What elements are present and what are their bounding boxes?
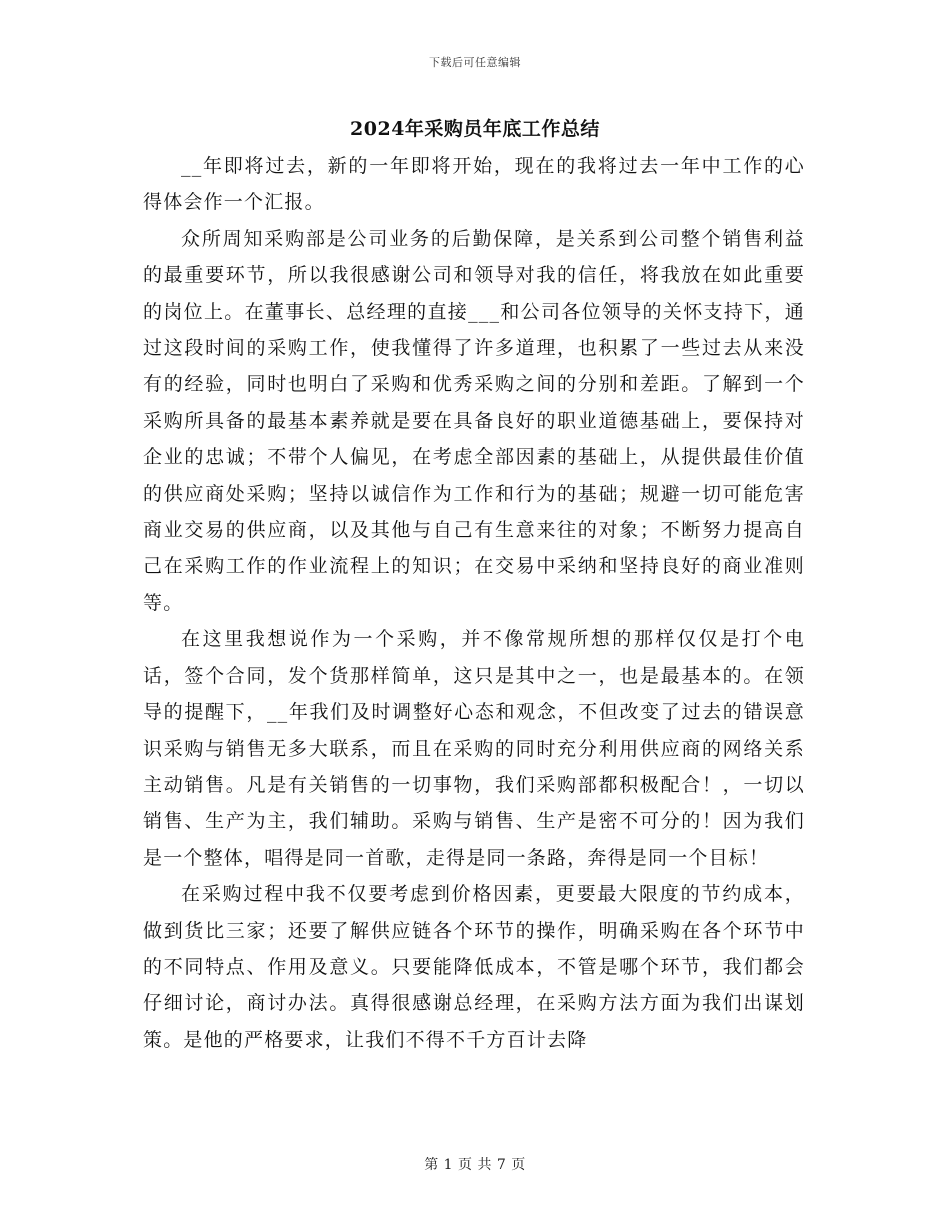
- paragraph-sales-cooperation: 在这里我想说作为一个采购，并不像常规所想的那样仅仅是打个电话，签个合同，发个货那样简单，这只是其中之一，也是最基本的。在领导的提醒下，__年我们及时调整好心态和观念，不但改变了过去的错误意识采购与销售无多大联系，而且在采购的同时充分利用供应商的网络关系主动销售。凡是有关销售的一切事物，我们采购部都积极配合！，一切以销售、生产为主，我们辅助。采购与销售、生产是密不可分的！因为我们是一个整体，唱得是同一首歌，走得是同一条路，奔得是同一个目标！: [143, 628, 805, 869]
- page-indicator: 第 1 页 共 7 页: [424, 1157, 526, 1173]
- paragraph-intro: __年即将过去，新的一年即将开始，现在的我将过去一年中工作的心得体会作一个汇报。: [143, 155, 805, 214]
- document-body: [143, 148, 805, 1058]
- paragraph-procurement-role: 众所周知采购部是公司业务的后勤保障，是关系到公司整个销售利益的最重要环节，所以我很感谢公司和领导对我的信任，将我放在如此重要的岗位上。在董事长、总经理的直接___和公司各位领导的关怀支持下，通过这段时间的采购工作，使我懂得了许多道理，也积累了一些过去从来没有的经验，同时也明白了采购和优秀采购之间的分别和差距。了解到一个采购所具备的最基本素养就是要在具备良好的职业道德基础上，要保持对企业的忠诚；不带个人偏见，在考虑全部因素的基础上，从提供最佳价值的供应商处采购；坚持以诚信作为工作和行为的基础；规避一切可能危害商业交易的供应商，以及其他与自己有生意来往的对象；不断努力提高自己在采购工作的作业流程上的知识；在交易中采纳和坚持良好的商业准则等。: [143, 227, 805, 614]
- header-note: 下载后可任意编辑: [429, 56, 521, 69]
- paragraph-cost-control: 在采购过程中我不仅要考虑到价格因素，更要最大限度的节约成本，做到货比三家；还要了解供应链各个环节的操作，明确采购在各个环节中的不同特点、作用及意义。只要能降低成本，不管是哪个环节，我们都会仔细讨论，商讨办法。真得很感谢总经理，在采购方法方面为我们出谋划策。是他的严格要求，让我们不得不千方百计去降: [143, 883, 805, 1051]
- document-title: 2024年采购员年底工作总结: [350, 118, 600, 140]
